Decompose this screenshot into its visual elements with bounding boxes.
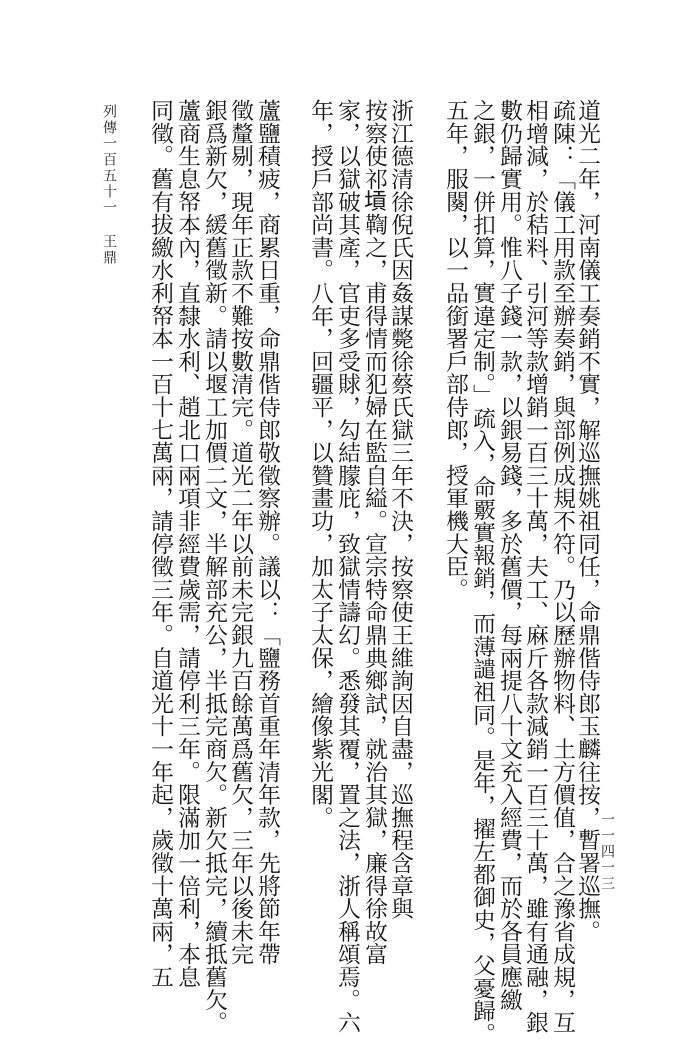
text-column-9: 家，以獄破其產，官吏多受賕，勾結朦庇，致獄情譸幻。悉發其覆，置之法，浙人稱頌焉。六 bbox=[334, 99, 360, 1034]
text-column-13: 銀爲新欠，緩舊徵新。請以堰工加價二文，半解部充公，半抵完商欠。新欠抵完，續抵舊欠。 bbox=[201, 99, 227, 1034]
text-column-6: 五年，服闋，以一品銜署戶部侍郎，授軍機大臣。 bbox=[442, 99, 468, 601]
text-column-7: 浙江德清徐倪氏因姦謀斃徐蔡氏獄三年不決，按察使王維詢因自盡，巡撫程含章與 bbox=[387, 99, 413, 920]
text-column-10: 年，授戶部尚書。八年，回疆平，以贊畫功，加太子太保，繪像紫光閣。 bbox=[307, 99, 333, 829]
text-column-5: 之銀，一併扣算，實違定制。」疏入，命覈實報銷，而薄譴祖同。是年，擢左都御史，父憂歸。 bbox=[469, 99, 495, 1045]
text-column-8: 按察使祁𡎴鞫之，甫得情而犯婦在監自縊。宣宗特命鼎典鄉試，就治其獄，廉得徐故富 bbox=[361, 99, 387, 966]
text-column-3: 相增減，於秸料、引河等款增銷一百三十萬，夫工、麻斤各款減銷一百三十萬，雖有通融，銀 bbox=[522, 99, 548, 1034]
running-header: 列傳一百五十一 王鼎 bbox=[101, 104, 117, 266]
text-column-4: 數仍歸實用。惟八子錢一款，以銀易錢，多於舊價，每兩提八十文充入經費，而於各員應繳 bbox=[496, 99, 522, 1011]
text-column-15: 同徵。舊有拔繳水利帑本一百十七萬兩，請停徵三年。自道光十一年起，歲徵十萬兩，五 bbox=[147, 99, 173, 989]
text-column-11: 蘆鹽積疲，商累日重，命鼎偕侍郎敬徵察辦。議以：「鹽務首重年清年款，先將節年帶 bbox=[254, 99, 280, 966]
text-column-1: 道光二年，河南儀工奏銷不實，解巡撫姚祖同任，命鼎偕侍郎玉麟往按，暫署巡撫。 bbox=[574, 99, 600, 943]
text-column-12: 徵釐剔，現年正款不難按數清完。道光二年以前未完銀九百餘萬爲舊欠，三年以後未完 bbox=[227, 99, 253, 966]
text-column-2: 疏陳：「儀工用款至辦奏銷，與部例成規不符。乃以歷辦物料、土方價值，合之豫省成規，互 bbox=[549, 99, 575, 1034]
page-number: 一一四一三 bbox=[599, 812, 615, 892]
text-column-14: 蘆商生息帑本內，直隸水利、趙北口兩項非經費歲需，請停利三年。限滿加一倍利，本息 bbox=[174, 99, 200, 989]
